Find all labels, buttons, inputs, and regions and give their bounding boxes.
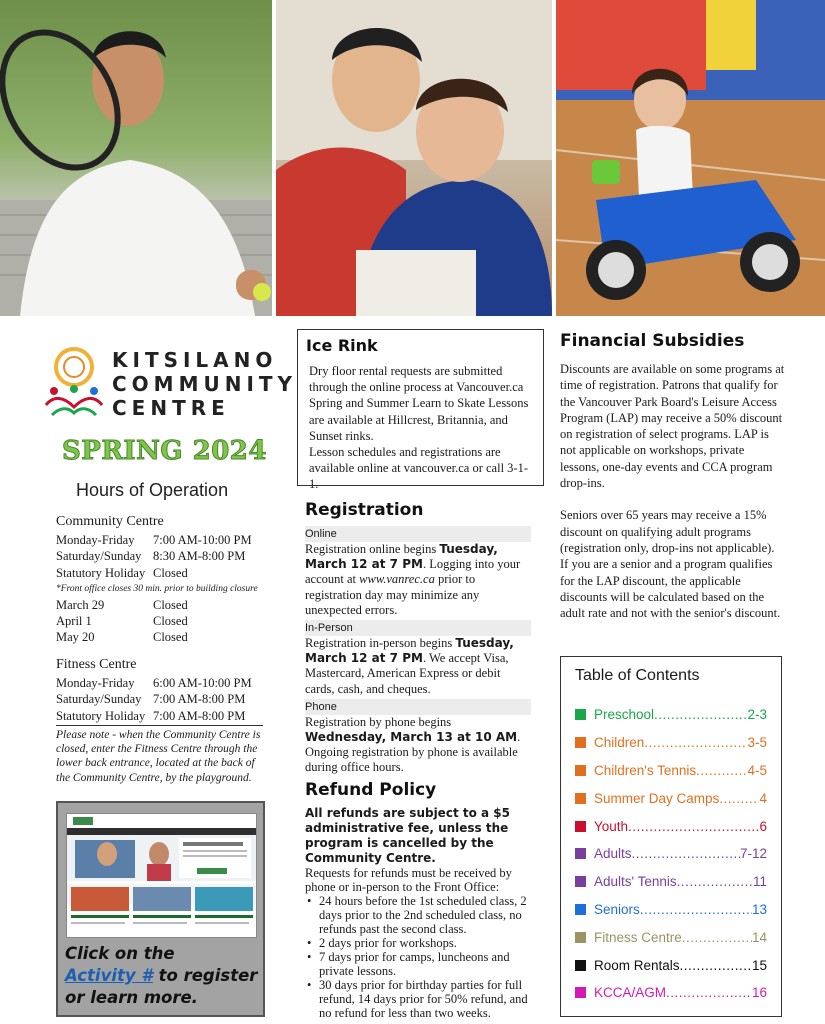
front-office-note: *Front office closes 30 min. prior to building closure <box>56 583 258 594</box>
website-screenshot <box>66 813 257 938</box>
toc-page-number: 11 <box>752 874 767 890</box>
closure-row: March 29 Closed <box>56 597 188 612</box>
toc-item[interactable] <box>575 812 767 840</box>
ice-rink-text-2: Lesson schedules and registrations are available online at vancouver.ca or call 3-1-1. <box>309 445 528 492</box>
toc-page-number: 3-5 <box>747 735 767 751</box>
toc-label: Seniors <box>594 901 640 917</box>
toc-leader <box>719 791 759 806</box>
hours-heading: Hours of Operation <box>76 480 229 500</box>
toc-leader <box>654 707 747 722</box>
list-item: • 7 days prior for camps, luncheons and private lessons. <box>305 950 535 978</box>
toc-item[interactable] <box>575 923 767 951</box>
toc-label: Fitness Centre <box>594 929 682 945</box>
toc-page-number: 13 <box>751 901 767 917</box>
refund-rules <box>305 894 535 1020</box>
toc-page-number: 14 <box>751 929 767 945</box>
toc-page-number: 2-3 <box>747 707 767 723</box>
toc-item[interactable] <box>575 951 767 979</box>
phone-text: Registration by phone begins Wednesday, March 13 at 10 AM. Ongoing registration by phone is available during office hours. <box>305 714 521 775</box>
fitness-centre-hours <box>56 657 263 726</box>
toc-item[interactable] <box>575 729 767 757</box>
toc-title: Table of Contents <box>575 667 700 684</box>
toc-label: Youth <box>594 818 629 834</box>
toc-leader <box>680 958 752 973</box>
toc-color-square <box>575 848 586 859</box>
toc-leader <box>644 735 747 750</box>
hours-row: Saturday/Sunday 8:30 AM-8:00 PM <box>56 549 246 564</box>
activity-number-link[interactable]: Activity # <box>65 966 153 985</box>
refund-intro: Requests for refunds must be received by phone or in-person to the Front Office: <box>305 866 512 894</box>
hours-row: Statutory Holiday 7:00 AM-8:00 PM <box>56 708 246 723</box>
financial-subsidies-section <box>560 331 785 621</box>
community-centre-hours <box>56 514 266 646</box>
list-item: • 30 days prior for birthday parties for full refund, 14 days prior for 50% refund, and no refund for less than two weeks. <box>305 978 535 1020</box>
fitness-entrance-note: Please note - when the Community Centre is closed, enter the Fitness Centre through the lower back entrance, located at the back of the Community Centre, by the playground. <box>56 729 261 784</box>
kitsilano-logo-icon <box>44 345 104 423</box>
toc-leader <box>677 874 753 889</box>
toc-leader <box>632 846 740 861</box>
online-text: Registration online begins Tuesday, March 12 at 7 PM. Logging into your account at www.vanrec.ca prior to registration day may minimize any unexpected errors. <box>305 542 521 617</box>
toc-item[interactable] <box>575 701 767 729</box>
financial-title: Financial Subsidies <box>560 331 745 351</box>
toc-color-square <box>575 765 586 776</box>
toc-page-number: 6 <box>759 818 767 834</box>
website-promo[interactable] <box>56 801 265 1017</box>
toc-color-square <box>575 904 586 915</box>
toc-item[interactable] <box>575 784 767 812</box>
registration-title: Registration <box>305 500 424 520</box>
logo-wordmark: KITSILANO COMMUNITY CENTRE <box>112 348 298 420</box>
toc-page-number: 4-5 <box>747 762 767 778</box>
toc-item[interactable] <box>575 757 767 785</box>
toc-color-square <box>575 737 586 748</box>
financial-paragraph: Discounts are available on some programs at time of registration. Patrons that qualify for the Vancouver Park Board's Leisure Access Program (LAP) may receive a 50% discount on registration of select programs. LAP is not applicable on workshops, private lessons, one-day events and CCA program drop-ins. <box>560 362 785 491</box>
toc-color-square <box>575 821 586 832</box>
closure-row: April 1 Closed <box>56 614 188 629</box>
children-photo <box>276 0 552 316</box>
toc-label: KCCA/AGM <box>594 985 667 1001</box>
toc-leader <box>666 985 752 1000</box>
toddler-photo <box>556 0 825 316</box>
toc-item[interactable] <box>575 840 767 868</box>
refund-title: Refund Policy <box>305 780 437 800</box>
refund-fee-notice: All refunds are subject to a $5 administrative fee, unless the program is cancelled by the Community Centre. <box>305 806 510 865</box>
toc-label: Summer Day Camps <box>594 790 720 806</box>
ice-rink-text: Dry floor rental requests are submitted through the online process at Vancouver.ca Spring and Summer Learn to Skate Lessons are available at Hillcrest, Britannia, and Sunset rinks. <box>309 364 529 443</box>
refund-policy-section <box>305 780 535 1020</box>
list-item: • 2 days prior for workshops. <box>305 936 535 950</box>
toc-page-number: 4 <box>759 790 767 806</box>
tennis-player-photo <box>0 0 272 316</box>
registration-section <box>305 500 531 778</box>
season-title: SPRING 2024 <box>62 436 267 466</box>
toc-label: Preschool <box>594 707 655 723</box>
toc-color-square <box>575 960 586 971</box>
community-centre-heading: Community Centre <box>56 514 164 529</box>
toc-leader <box>682 930 752 945</box>
toc-item[interactable] <box>575 896 767 924</box>
hours-row: Statutory Holiday Closed <box>56 565 188 580</box>
in-person-text: Registration in-person begins Tuesday, March 12 at 7 PM. We accept Visa, Mastercard, American Express or debit cards, cash, and cheques. <box>305 636 514 696</box>
toc-label: Room Rentals <box>594 957 680 973</box>
toc-page-number: 16 <box>751 985 767 1001</box>
seniors-paragraph: Seniors over 65 years may receive a 15% discount on qualifying adult programs (registration only, drop-ins not applicable). If you are a senior and a program qualifies for the LAP discount, the applicable discounts will be calculated based on the adult rate and not with the senior's discount. <box>560 508 781 621</box>
toc-label: Children's Tennis <box>594 762 697 778</box>
toc-color-square <box>575 932 586 943</box>
toc-leader <box>696 763 747 778</box>
register-cta: Click on the Activity # to register or learn more. <box>65 944 258 1007</box>
toc-page-number: 15 <box>751 957 767 973</box>
toc-leader <box>640 902 752 917</box>
ice-rink-box <box>297 329 544 492</box>
toc-label: Adults' Tennis <box>594 874 677 890</box>
toc-color-square <box>575 709 586 720</box>
table-of-contents <box>560 656 782 1017</box>
toc-color-square <box>575 793 586 804</box>
toc-label: Children <box>594 735 645 751</box>
toc-label: Adults <box>594 846 632 862</box>
hours-row: Monday-Friday 6:00 AM-10:00 PM <box>56 676 252 690</box>
ice-rink-title: Ice Rink <box>306 336 378 355</box>
toc-item[interactable] <box>575 979 767 1007</box>
in-person-label: In-Person <box>305 620 531 636</box>
fitness-centre-heading: Fitness Centre <box>56 657 137 672</box>
online-label: Online <box>305 526 531 542</box>
toc-item[interactable] <box>575 868 767 896</box>
hours-row: Monday-Friday 7:00 AM-10:00 PM <box>56 533 252 547</box>
toc-leader <box>628 819 759 834</box>
closure-row: May 20 Closed <box>56 630 188 645</box>
list-item: • 24 hours before the 1st scheduled class, 2 days prior to the 2nd scheduled class, no refunds past the second class. <box>305 894 535 936</box>
toc-page-number: 7-12 <box>739 846 767 862</box>
phone-label: Phone <box>305 699 531 715</box>
hours-row: Saturday/Sunday 7:00 AM-8:00 PM <box>56 692 246 707</box>
toc-color-square <box>575 987 586 998</box>
toc-color-square <box>575 876 586 887</box>
